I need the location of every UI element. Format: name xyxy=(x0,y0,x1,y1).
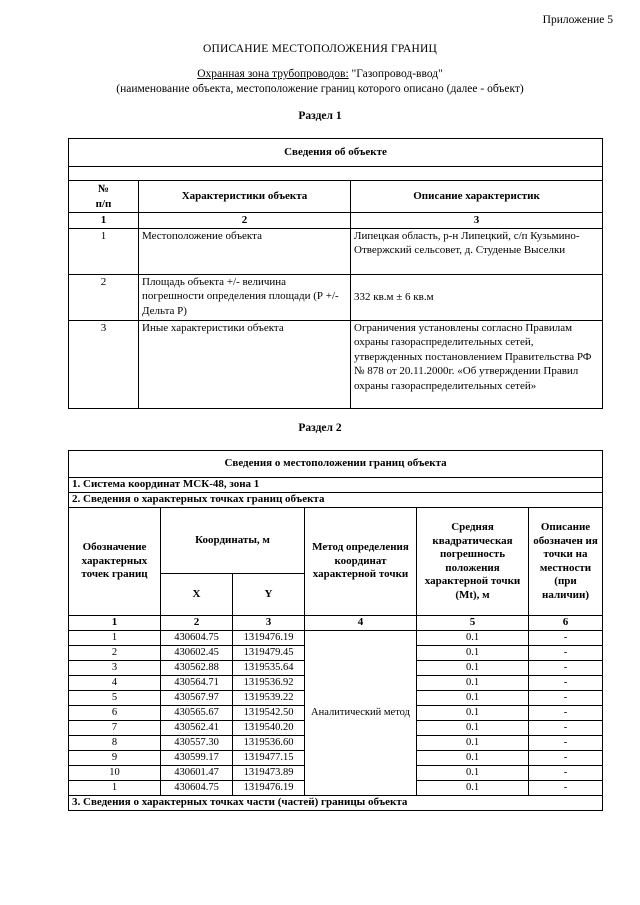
object-note: (наименование объекта, местоположение границ которого описано (далее - объект) xyxy=(116,83,524,95)
point-x: 430604.75 xyxy=(161,780,233,795)
appendix-label: Приложение 5 xyxy=(542,14,613,26)
point-description: - xyxy=(529,705,603,720)
points-heading: 2. Сведения о характерных точках границ объекта xyxy=(69,493,603,508)
point-description: - xyxy=(529,630,603,645)
point-x: 430562.41 xyxy=(161,720,233,735)
row-num: 3 xyxy=(69,320,139,408)
col-num: 1 xyxy=(69,213,139,229)
point-y: 1319536.60 xyxy=(233,735,305,750)
point-id: 6 xyxy=(69,705,161,720)
point-accuracy: 0.1 xyxy=(417,675,529,690)
point-description: - xyxy=(529,675,603,690)
row-num: 2 xyxy=(69,274,139,320)
object-type: Охранная зона трубопроводов: xyxy=(197,68,349,80)
row-description: 332 кв.м ± 6 кв.м xyxy=(351,274,603,320)
point-y: 1319536.92 xyxy=(233,675,305,690)
point-id: 2 xyxy=(69,645,161,660)
table-title: Сведения об объекте xyxy=(69,139,603,167)
point-description: - xyxy=(529,780,603,795)
point-accuracy: 0.1 xyxy=(417,780,529,795)
col-num: 4 xyxy=(305,616,417,631)
boundary-table xyxy=(68,450,603,811)
point-x: 430604.75 xyxy=(161,630,233,645)
point-description: - xyxy=(529,690,603,705)
point-x: 430599.17 xyxy=(161,750,233,765)
point-description: - xyxy=(529,660,603,675)
point-y: 1319479.45 xyxy=(233,645,305,660)
row-num: 1 xyxy=(69,228,139,274)
table-row xyxy=(69,274,603,320)
table-row xyxy=(69,228,603,274)
point-y: 1319476.19 xyxy=(233,780,305,795)
header-description: Описание характеристик xyxy=(351,181,603,213)
table-title: Сведения о местоположении границ объекта xyxy=(69,451,603,478)
point-id: 10 xyxy=(69,765,161,780)
point-x: 430565.67 xyxy=(161,705,233,720)
point-id: 5 xyxy=(69,690,161,705)
header-characteristic: Характеристики объекта xyxy=(139,181,351,213)
point-y: 1319473.89 xyxy=(233,765,305,780)
point-accuracy: 0.1 xyxy=(417,645,529,660)
point-id: 9 xyxy=(69,750,161,765)
point-method: Аналитический метод xyxy=(305,630,417,795)
point-y: 1319539.22 xyxy=(233,690,305,705)
header-designation: Обозначение характерных точек границ xyxy=(69,508,161,616)
point-accuracy: 0.1 xyxy=(417,690,529,705)
point-accuracy: 0.1 xyxy=(417,660,529,675)
col-num: 3 xyxy=(351,213,603,229)
header-method: Метод определения координат характерной точки xyxy=(305,508,417,616)
table-row xyxy=(69,320,603,408)
coord-system: 1. Система координат МСК-48, зона 1 xyxy=(69,478,603,493)
point-description: - xyxy=(529,720,603,735)
point-id: 4 xyxy=(69,675,161,690)
col-num: 2 xyxy=(139,213,351,229)
point-id: 1 xyxy=(69,780,161,795)
row-characteristic: Площадь объекта +/- величина погрешности определения площади (Р +/- Дельта Р) xyxy=(139,274,351,320)
point-id: 7 xyxy=(69,720,161,735)
point-id: 1 xyxy=(69,630,161,645)
point-description: - xyxy=(529,645,603,660)
row-characteristic: Иные характеристики объекта xyxy=(139,320,351,408)
section-1-label: Раздел 1 xyxy=(298,110,342,122)
point-accuracy: 0.1 xyxy=(417,630,529,645)
point-y: 1319477.15 xyxy=(233,750,305,765)
point-accuracy: 0.1 xyxy=(417,750,529,765)
header-accuracy: Средняя квадратическая погрешность положения характерной точки (Mt), м xyxy=(417,508,529,616)
header-coords: Координаты, м xyxy=(161,508,305,574)
header-point-description: Описание обозначен ия точки на местности (при наличии) xyxy=(529,508,603,616)
point-accuracy: 0.1 xyxy=(417,705,529,720)
point-row xyxy=(69,630,603,645)
point-description: - xyxy=(529,750,603,765)
header-x: X xyxy=(161,574,233,616)
parts-heading: 3. Сведения о характерных точках части (частей) границы объекта xyxy=(69,795,603,810)
col-num: 6 xyxy=(529,616,603,631)
header-num: № п/п xyxy=(69,181,139,213)
point-y: 1319476.19 xyxy=(233,630,305,645)
row-description: Липецкая область, р-н Липецкий, с/п Кузьмино-Отвержский сельсовет, д. Студеные Выселки xyxy=(351,228,603,274)
point-id: 8 xyxy=(69,735,161,750)
point-x: 430601.47 xyxy=(161,765,233,780)
point-x: 430557.30 xyxy=(161,735,233,750)
object-info-table xyxy=(68,138,603,409)
row-description: Ограничения установлены согласно Правилам охраны газораспределительных сетей, утвержденных постановлением Правительства РФ № 878 от 20.11.2000г. «Об утверждении Правил охраны газораспределительных сетей» xyxy=(351,320,603,408)
point-y: 1319535.64 xyxy=(233,660,305,675)
point-x: 430567.97 xyxy=(161,690,233,705)
col-num: 5 xyxy=(417,616,529,631)
col-num: 2 xyxy=(161,616,233,631)
header-y: Y xyxy=(233,574,305,616)
point-y: 1319540.20 xyxy=(233,720,305,735)
point-x: 430602.45 xyxy=(161,645,233,660)
object-name xyxy=(0,68,640,80)
point-description: - xyxy=(529,765,603,780)
point-description: - xyxy=(529,735,603,750)
section-2-label: Раздел 2 xyxy=(298,422,342,434)
point-accuracy: 0.1 xyxy=(417,735,529,750)
row-characteristic: Местоположение объекта xyxy=(139,228,351,274)
point-accuracy: 0.1 xyxy=(417,720,529,735)
col-num: 3 xyxy=(233,616,305,631)
point-y: 1319542.50 xyxy=(233,705,305,720)
document-title: ОПИСАНИЕ МЕСТОПОЛОЖЕНИЯ ГРАНИЦ xyxy=(202,43,438,55)
point-id: 3 xyxy=(69,660,161,675)
object-title: "Газопровод-ввод" xyxy=(348,68,443,80)
point-accuracy: 0.1 xyxy=(417,765,529,780)
point-x: 430562.88 xyxy=(161,660,233,675)
col-num: 1 xyxy=(69,616,161,631)
point-x: 430564.71 xyxy=(161,675,233,690)
